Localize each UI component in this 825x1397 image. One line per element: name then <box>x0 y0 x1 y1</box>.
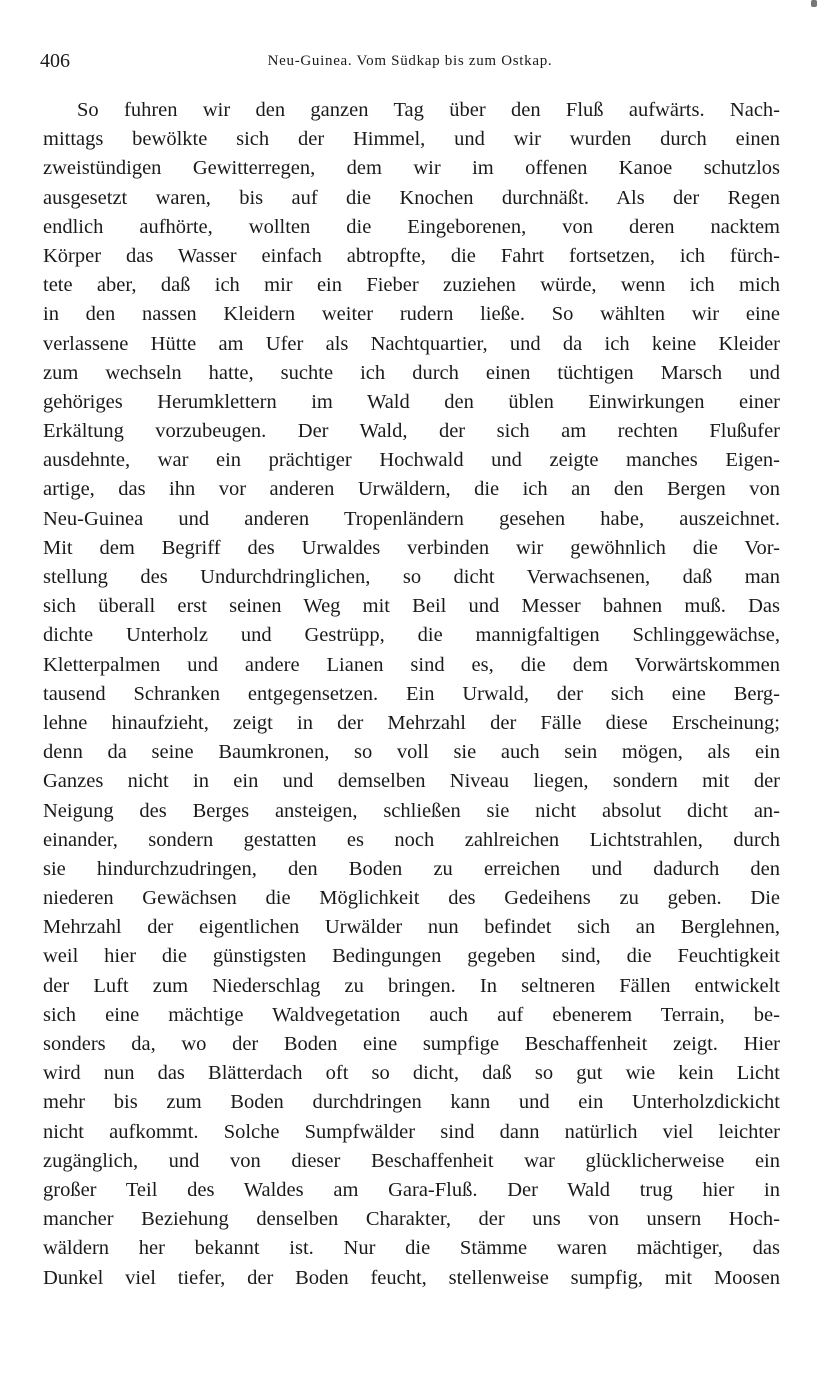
text-line: ausgesetzt waren, bis auf die Knochen durchnäßt. Als der Regen <box>43 186 780 209</box>
text-line: stellung des Undurchdringlichen, so dicht Verwachsenen, daß man <box>43 566 780 588</box>
text-line: einander, sondern gestatten es noch zahlreichen Lichtstrahlen, durch <box>43 828 780 851</box>
text-line: ausdehnte, war ein prächtiger Hochwald und zeigte manches Eigen- <box>43 449 780 472</box>
text-line: endlich aufhörte, wollten die Eingeborenen, von deren nacktem <box>43 215 780 238</box>
text-line: großer Teil des Waldes am Gara-Fluß. Der Wald trug hier in <box>43 1178 780 1201</box>
text-line: zugänglich, und von dieser Beschaffenheit war glücklicherweise ein <box>43 1149 780 1172</box>
text-line: tausend Schranken entgegensetzen. Ein Urwald, der sich eine Berg- <box>43 682 780 705</box>
text-line: mehr bis zum Boden durchdringen kann und ein Unterholzdickicht <box>43 1091 780 1114</box>
text-line: Kletterpalmen und andere Lianen sind es, die dem Vorwärtskommen <box>43 653 780 676</box>
text-line: sonders da, wo der Boden eine sumpfige Beschaffenheit zeigt. Hier <box>43 1033 780 1055</box>
text-line: denn da seine Baumkronen, so voll sie auch sein mögen, als ein <box>43 741 780 764</box>
text-line: Mehrzahl der eigentlichen Urwälder nun befindet sich an Berglehnen, <box>43 916 780 939</box>
scan-mark <box>811 0 817 7</box>
text-line: Ganzes nicht in ein und demselben Niveau liegen, sondern mit der <box>43 770 780 793</box>
text-line: Neu-Guinea und anderen Tropenländern gesehen habe, auszeichnet. <box>43 507 780 530</box>
text-line: wäldern her bekannt ist. Nur die Stämme waren mächtiger, das <box>43 1237 780 1260</box>
text-line: verlassene Hütte am Ufer als Nachtquartier, und da ich keine Kleider <box>43 332 780 355</box>
body-text <box>43 96 780 1293</box>
text-line: der Luft zum Niederschlag zu bringen. In seltneren Fällen entwickelt <box>43 974 780 997</box>
text-line: Dunkel viel tiefer, der Boden feucht, stellenweise sumpfig, mit Moosen <box>43 1266 780 1289</box>
running-head: Neu-Guinea. Vom Südkap bis zum Ostkap. <box>267 53 553 69</box>
text-line: zweistündigen Gewitterregen, dem wir im offenen Kanoe schutzlos <box>43 157 780 180</box>
text-line: sie hindurchzudringen, den Boden zu erreichen und dadurch den <box>43 857 780 880</box>
text-line: in den nassen Kleidern weiter rudern ließe. So wählten wir eine <box>43 303 780 326</box>
text-line: Erkältung vorzubeugen. Der Wald, der sich am rechten Flußufer <box>43 420 780 443</box>
text-line: So fuhren wir den ganzen Tag über den Fluß aufwärts. Nach- <box>77 99 780 121</box>
page-number: 406 <box>40 50 70 72</box>
text-line: mittags bewölkte sich der Himmel, und wir wurden durch einen <box>43 128 780 151</box>
text-line: artige, das ihn vor anderen Urwäldern, die ich an den Bergen von <box>43 478 780 501</box>
text-line: Körper das Wasser einfach abtropfte, die Fahrt fortsetzen, ich fürch- <box>43 244 780 267</box>
text-line: Neigung des Berges ansteigen, schließen sie nicht absolut dicht an- <box>43 799 780 822</box>
text-line: sich eine mächtige Waldvegetation auch auf ebenerem Terrain, be- <box>43 1003 780 1026</box>
text-line: tete aber, daß ich mir ein Fieber zuziehen würde, wenn ich mich <box>43 274 780 297</box>
text-line: dichte Unterholz und Gestrüpp, die mannigfaltigen Schlinggewächse, <box>43 624 780 647</box>
text-line: zum wechseln hatte, suchte ich durch einen tüchtigen Marsch und <box>43 361 780 384</box>
text-line: mancher Beziehung denselben Charakter, der uns von unsern Hoch- <box>43 1208 780 1231</box>
text-line: nicht aufkommt. Solche Sumpfwälder sind dann natürlich viel leichter <box>43 1120 780 1143</box>
text-line: niederen Gewächsen die Möglichkeit des Gedeihens zu geben. Die <box>43 887 780 910</box>
text-line: wird nun das Blätterdach oft so dicht, daß so gut wie kein Licht <box>43 1062 780 1085</box>
text-line: Mit dem Begriff des Urwaldes verbinden wir gewöhnlich die Vor- <box>43 536 780 559</box>
text-line: sich überall erst seinen Weg mit Beil und Messer bahnen muß. Das <box>43 595 780 618</box>
text-line: gehöriges Herumklettern im Wald den üblen Einwirkungen einer <box>43 390 780 413</box>
text-line: lehne hinaufzieht, zeigt in der Mehrzahl der Fälle diese Erscheinung; <box>43 711 780 734</box>
page-header <box>40 48 780 74</box>
text-line: weil hier die günstigsten Bedingungen gegeben sind, die Feuchtigkeit <box>43 945 780 968</box>
